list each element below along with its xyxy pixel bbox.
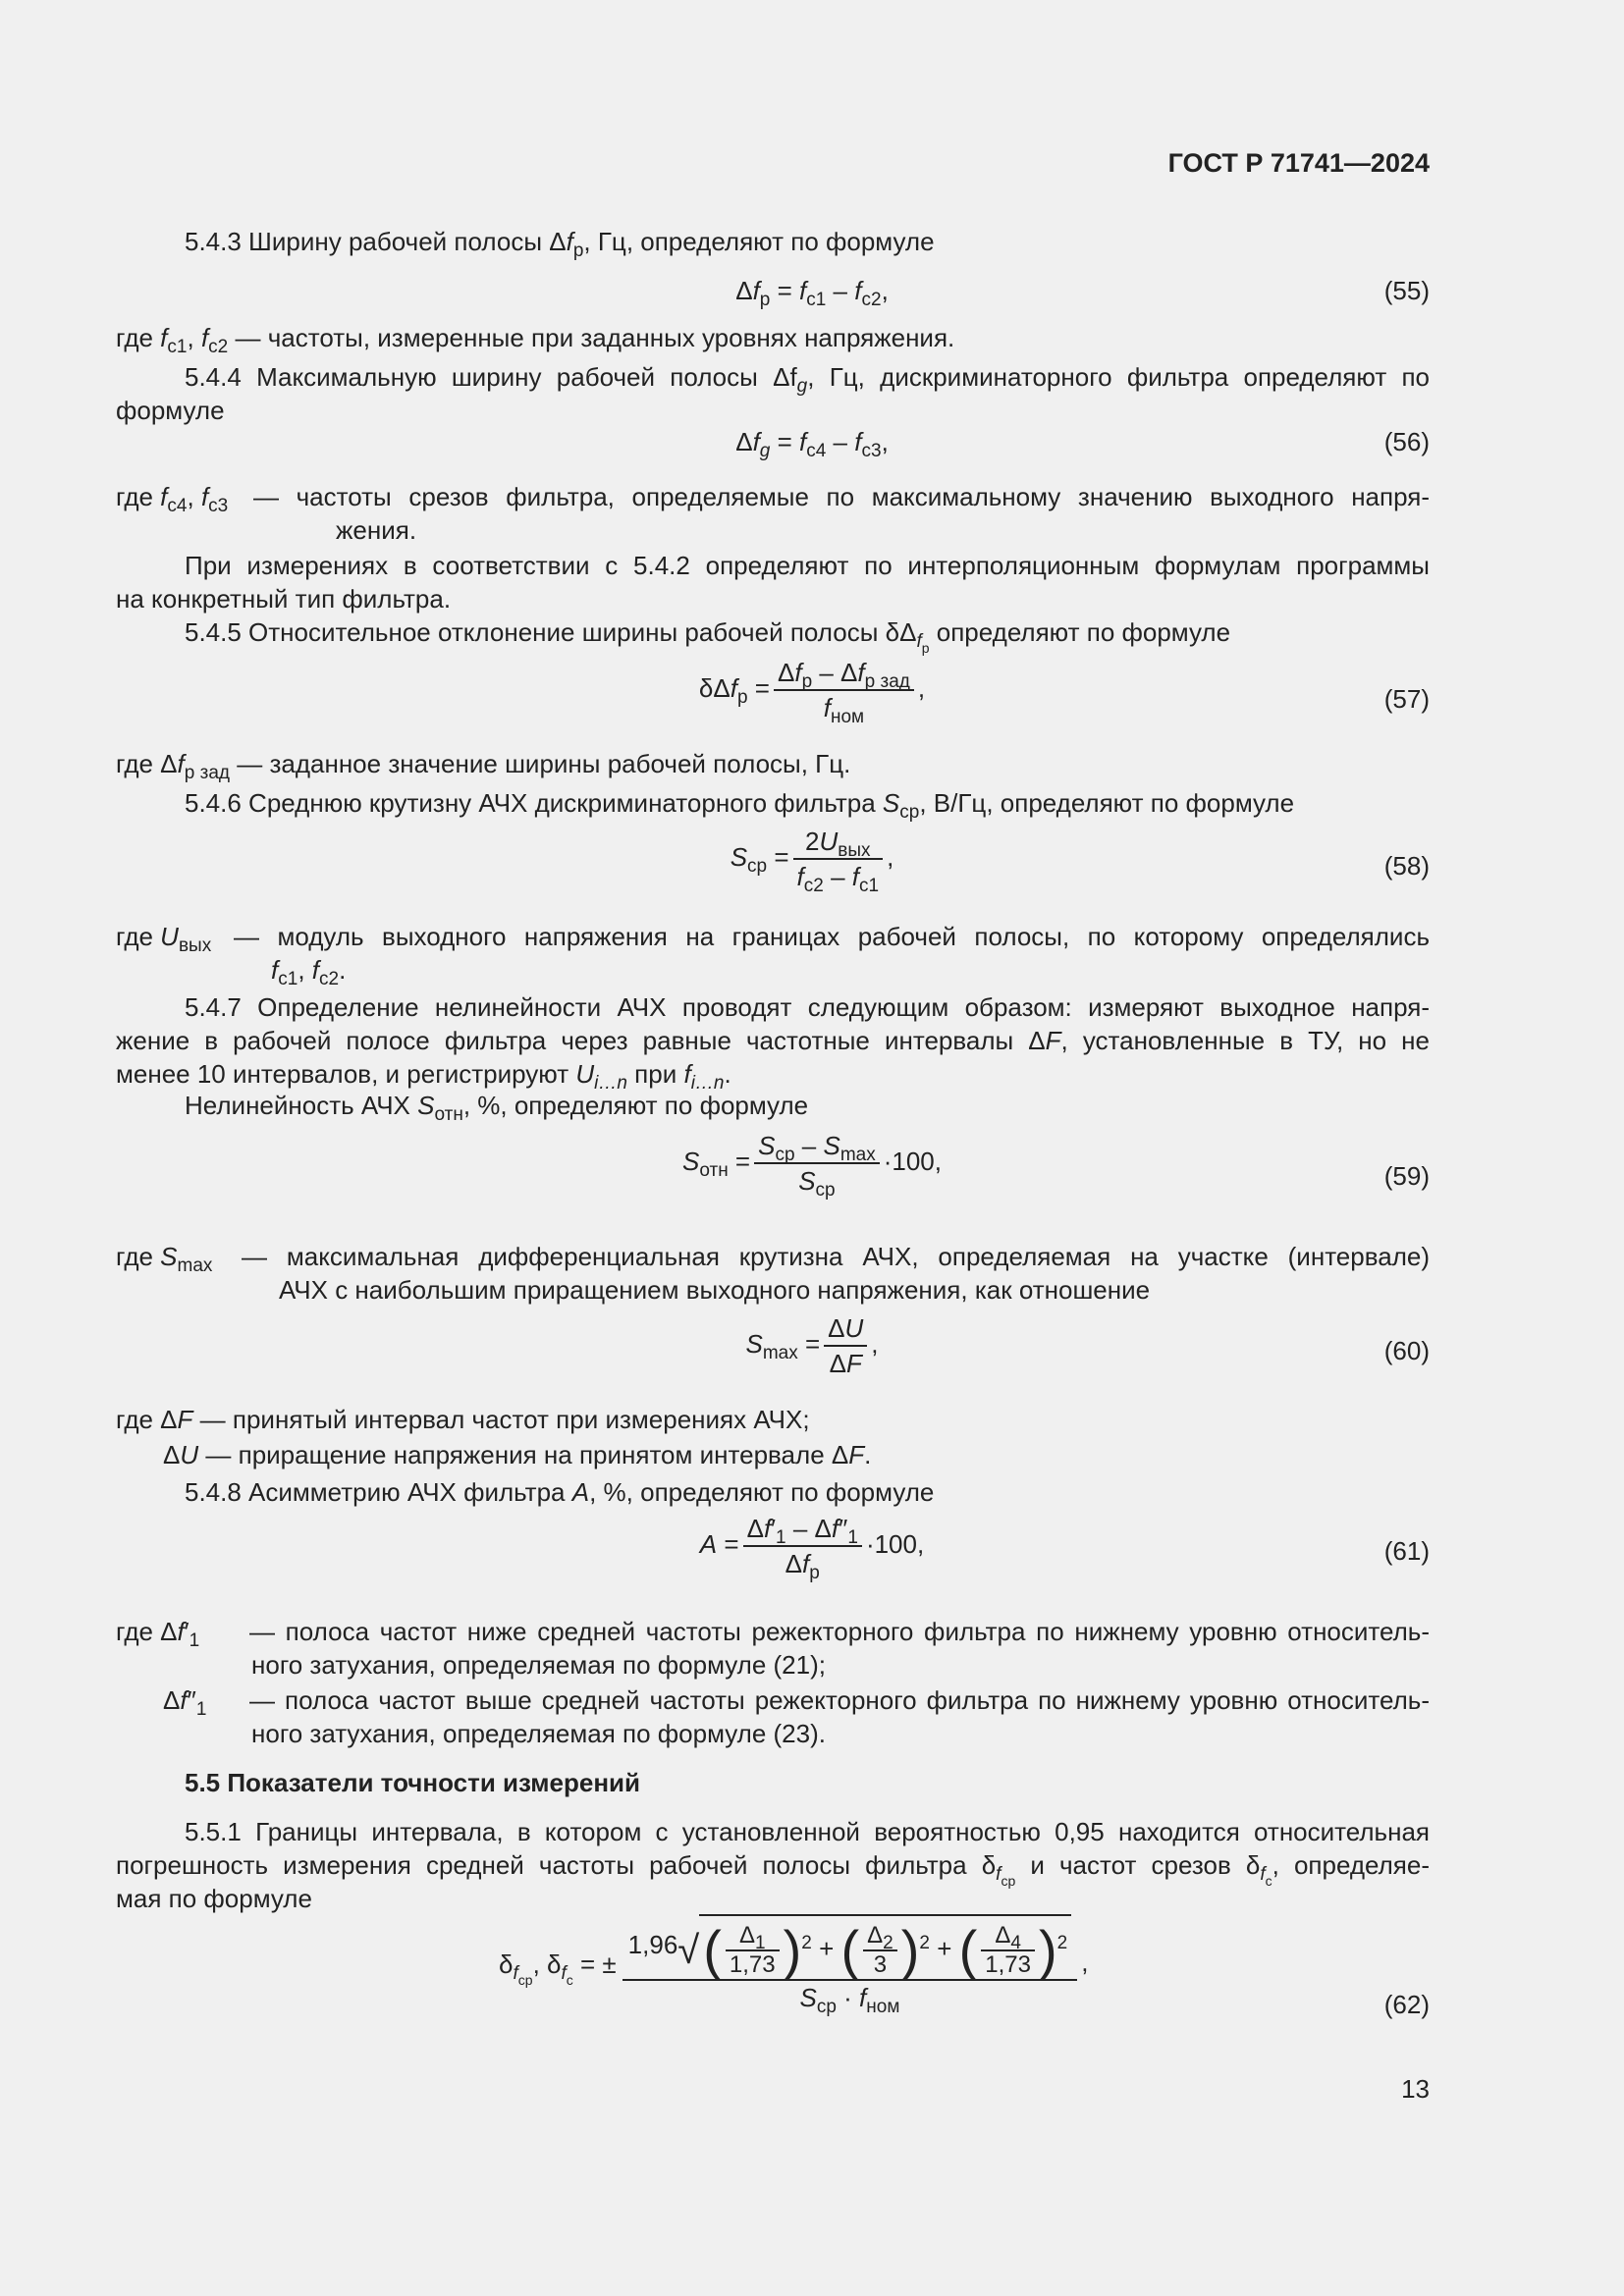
para-5-4-8: 5.4.8 Асимметрию АЧХ фильтра A, %, определяют по формуле — [185, 1477, 935, 1507]
where-59-label: где $S_{max}$ — [116, 1242, 213, 1276]
para-5-5-1-l2: погрешность измерения средней частоты рабочей полосы фильтра $\delta_{f_{ср}}$ и частот срезов $\delta_{f_с}$, определяе- — [116, 1850, 1430, 1889]
formula-number: (61) — [1383, 1536, 1430, 1566]
formula-56: $\Delta f_g = f_{c4} - f_{c3}$, — [735, 427, 889, 461]
para-5-4-7-l3: менее 10 интервалов, и регистрируют $U_{i\dots n}$ при $f_{i\dots n}$. — [116, 1059, 731, 1094]
where-58-text: — модуль выходного напряжения на границах рабочей полосы, по которому определялись — [234, 922, 1430, 951]
formula-number: (62) — [1383, 1990, 1430, 2019]
where-61-cont-1: ного затухания, определяемая по формуле (21); — [251, 1650, 826, 1680]
doc-id: ГОСТ Р 71741—2024 — [1167, 148, 1430, 178]
where-61-label-2: $\Delta f''_1$ — [163, 1685, 207, 1720]
para-5-5-1: 5.5.1 Границы интервала, в котором с установленной вероятностью 0,95 находится относительная — [185, 1817, 1430, 1846]
formula-59: $S_{отн}$ = $\frac{S_{ср} - S_{max}}{S_{ср}}$ ·100, — [682, 1131, 942, 1201]
where-61-text-1: — полоса частот ниже средней частоты режекторного фильтра по нижнему уровню относитель- — [249, 1617, 1430, 1646]
where-61-label-1: где $\Delta f'_1$ — [116, 1617, 200, 1651]
where-60-b: ΔU — приращение напряжения на принятом интервале ΔF. — [163, 1440, 872, 1469]
where-56-text-cont: жения. — [336, 515, 417, 545]
formula-number: (60) — [1383, 1336, 1430, 1365]
formula-58: $S_{ср}$ = $\frac{2U_{вых}}{f_{c2} - f_{c1}}$ , — [730, 827, 894, 896]
where-60-a: где ΔF — принятый интервал частот при измерениях АЧХ; — [116, 1405, 810, 1434]
where-55: где $f_{c1}$, $f_{c2}$ — частоты, измеренные при заданных уровнях напряжения. — [116, 323, 955, 357]
where-58-cont: $f_{c1}$, $f_{c2}$. — [271, 955, 347, 989]
formula-number: (55) — [1383, 276, 1430, 305]
para-5-4-6: 5.4.6 Среднюю крутизну АЧХ дискриминаторного фильтра $S_{ср}$, В/Гц, определяют по формуле — [185, 788, 1295, 823]
para-5-4-3: 5.4.3 Ширину рабочей полосы $\Delta f_р$, Гц, определяют по формуле — [185, 227, 935, 261]
para-5-5-1-l3: мая по формуле — [116, 1884, 312, 1913]
where-61-cont-2: ного затухания, определяемая по формуле (23). — [251, 1719, 826, 1748]
formula-number: (57) — [1383, 684, 1430, 714]
formula-number: (58) — [1383, 851, 1430, 881]
where-61-text-2: — полоса частот выше средней частоты режекторного фильтра по нижнему уровню относитель- — [249, 1685, 1430, 1715]
para-5-4-7-l2: жение в рабочей полосе фильтра через равные частотные интервалы ΔF, установленные в ТУ, но не — [116, 1026, 1430, 1055]
where-59-cont: АЧХ с наибольшим приращением выходного напряжения, как отношение — [279, 1275, 1151, 1305]
para-5-4-5: 5.4.5 Относительное отклонение ширины рабочей полосы $\delta\Delta_{f_р}$ определяют по формуле — [185, 617, 1231, 656]
formula-57: δΔf$_р$ = $\frac{\Delta f_р - \Delta f_{р зад}}{f_{ном}}$ , — [698, 658, 926, 727]
formula-60: $S_{max}$ = $\frac{\Delta U}{\Delta F}$ , — [745, 1313, 879, 1378]
where-58-label: где $U_{вых}$ — [116, 922, 212, 956]
page-number: 13 — [1401, 2074, 1430, 2104]
formula-55: $\Delta f_р = f_{c1} - f_{c2}$, — [735, 276, 889, 310]
para-5-4-4-cont: формуле — [116, 396, 225, 425]
where-56-label: где $f_{c4}$, $f_{c3}$ — [116, 482, 229, 516]
where-57: где $\Delta f_{р зад}$ — заданное значение ширины рабочей полосы, Гц. — [116, 749, 851, 783]
nonlinearity-line: Нелинейность АЧХ $S_{отн}$, %, определяют по формуле — [185, 1091, 809, 1125]
formula-number: (59) — [1383, 1161, 1430, 1191]
formula-number: (56) — [1383, 427, 1430, 456]
where-59-text: — максимальная дифференциальная крутизна АЧХ, определяемая на участке (интервале) — [242, 1242, 1430, 1271]
formula-62: $\delta_{f_{ср}}$, $\delta_{f_с}$ = ± 1,96√( $\frac{\Delta_1}{1,73}$ )$^2$ + ( $\frac{\Delta_2}{3}$ )$^2$ + ( $\frac{\Delta_4}{1,73}$ )$^2$ $S_{ср} \cdot f_{ном}$ , — [499, 1914, 1088, 2014]
para-interp: При измерениях в соответствии с 5.4.2 определяют по интерполяционным формулам программы — [185, 551, 1430, 580]
para-5-4-4: 5.4.4 Максимальную ширину рабочей полосы $\Delta f_g$, Гц, дискриминаторного фильтра определяют по — [185, 362, 1431, 397]
formula-61: A = $\frac{\Delta f'_1 - \Delta f''_1}{\Delta f_р}$ ·100, — [699, 1514, 925, 1583]
para-5-4-7: 5.4.7 Определение нелинейности АЧХ проводят следующим образом: измеряют выходное напря- — [185, 992, 1430, 1022]
where-56-text: — частоты срезов фильтра, определяемые по максимальному значению выходного напря- — [253, 482, 1430, 511]
para-interp-cont: на конкретный тип фильтра. — [116, 584, 452, 614]
section-heading: 5.5 Показатели точности измерений — [185, 1768, 641, 1797]
